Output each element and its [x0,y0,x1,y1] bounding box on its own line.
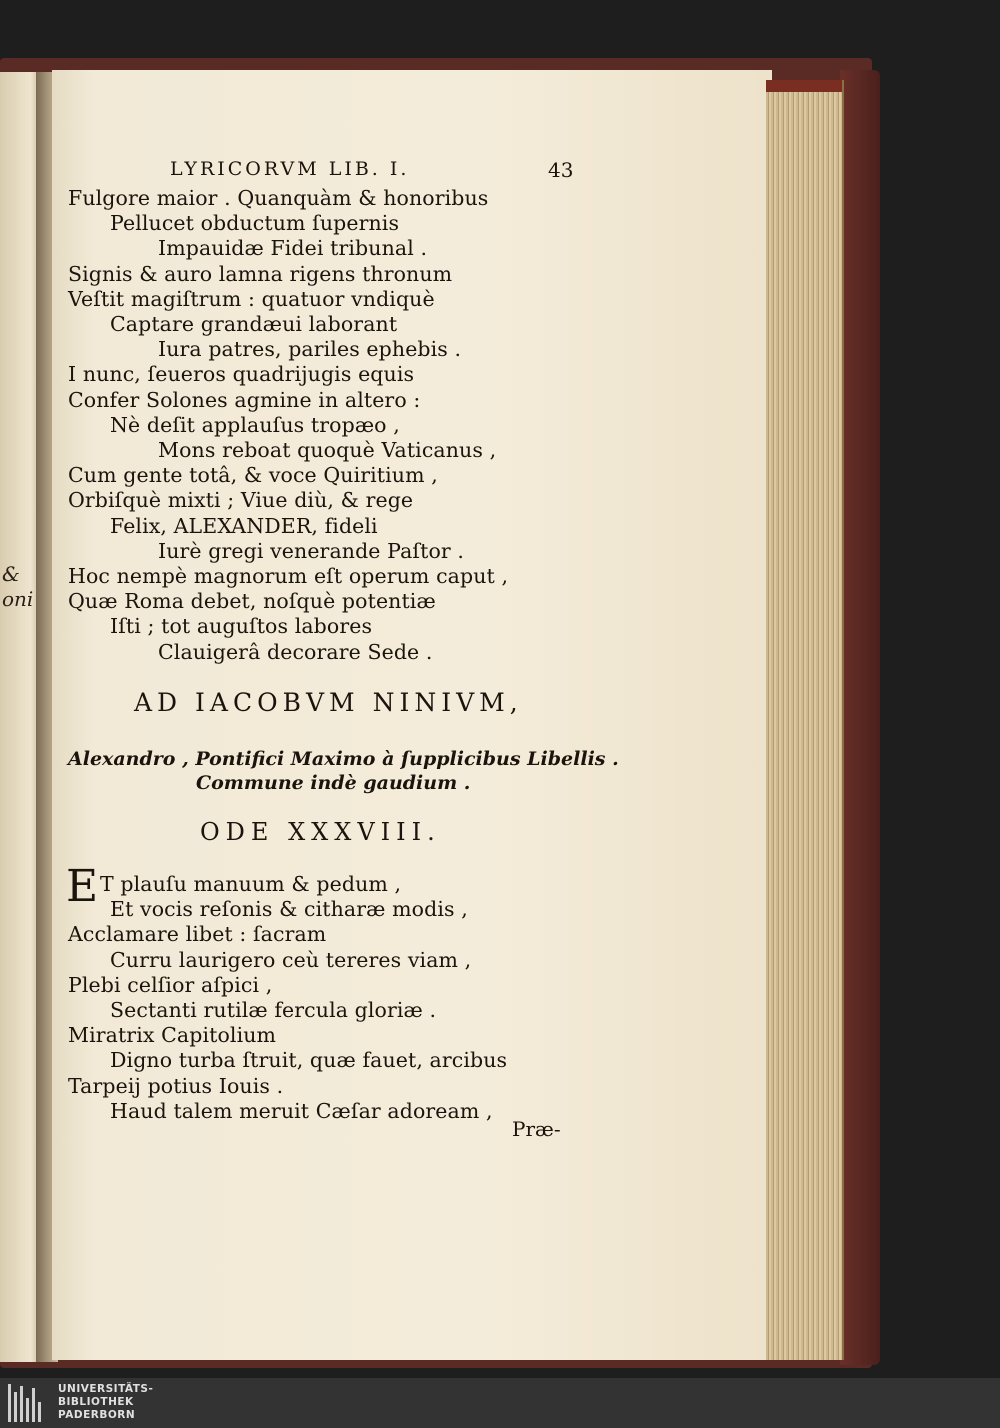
drop-cap: E [66,861,99,912]
library-name-line: BIBLIOTHEK [58,1396,134,1408]
verse-line: Hoc nempè magnorum eſt operum caput , [68,564,509,588]
ode-subtitle-line: Alexandro , Pontifici Maximo à ſupplicibus Libellis . [68,748,619,770]
verse-line: Curru laurigero ceù tereres viam , [110,947,472,972]
library-name-line: UNIVERSITÄTS- [58,1383,154,1395]
verse-line: Tarpeij potius Iouis . [68,1073,284,1098]
verse-line: Sectanti rutilæ fercula gloriæ . [110,998,437,1022]
verse-line: Digno turba ſtruit, quæ fauet, arcibus [110,1048,508,1073]
verse-line: T plauſu manuum & pedum , [100,872,402,896]
ode-title: AD IACOBVM NINIVM, [134,688,523,717]
verse-line: Miratrix Capitolium [68,1023,277,1048]
verse-line: Cum gente totâ, & voce Quiritium , [68,463,438,488]
library-name [58,1383,153,1422]
verse-line: Iſti ; tot auguſtos labores [110,614,373,639]
verse-line: I nunc, ſeueros quadrijugis equis [68,362,415,387]
library-logo-icon [8,1384,48,1422]
verse-line: Haud talem meruit Cæſar adoream , [110,1098,493,1123]
verse-line: Felix, ALEXANDER, fideli [110,513,378,538]
verse-line: Iurè gregi venerande Paſtor . [158,538,465,563]
verse-line: Plebi celſior aſpici , [68,972,273,997]
verse-line: Nè deſit applauſus tropæo , [110,412,400,437]
page-edges [766,80,844,1360]
verse-line: Et vocis reſonis & citharæ modis , [110,897,468,922]
page-number: 43 [548,158,574,182]
verse-line: Mons reboat quoquè Vaticanus , [158,438,497,462]
verse-line: Orbiſquè mixti ; Viue diù, & rege [68,488,414,513]
verse-line: Pellucet obductum ſupernis [110,211,400,236]
verse-line: Fulgore maior . Quanquàm & honoribus [68,186,489,210]
catchword: Præ- [512,1117,561,1141]
running-title: LYRICORVM LIB. I. [170,158,410,180]
left-page-fragment: oni [2,587,34,611]
verse-line: Veſtit magiſtrum : quatuor vndiquè [68,286,435,311]
verse-line: Quæ Roma debet, noſquè potentiæ [68,589,436,614]
verse-line: Confer Solones agmine in altero : [68,387,421,412]
verse-line: Clauigerâ decorare Sede . [158,639,433,664]
book-spine-edge [840,70,880,1365]
library-name-line: PADERBORN [58,1409,136,1421]
verse-line: Impauidæ Fidei tribunal . [158,236,428,261]
left-page-fragment: & [2,562,20,586]
verse-line: Captare grandæui laborant [110,312,398,336]
library-footer [0,1378,1000,1428]
headband [766,80,842,92]
verse-line: Acclamare libet : ſacram [68,922,327,947]
verse-line: Iura patres, pariles ephebis . [158,337,462,362]
ode-subtitle-line: Commune indè gaudium . [196,772,471,794]
verse-line: Signis & auro lamna rigens thronum [68,261,453,286]
ode-number: ODE XXXVIII. [200,818,441,846]
